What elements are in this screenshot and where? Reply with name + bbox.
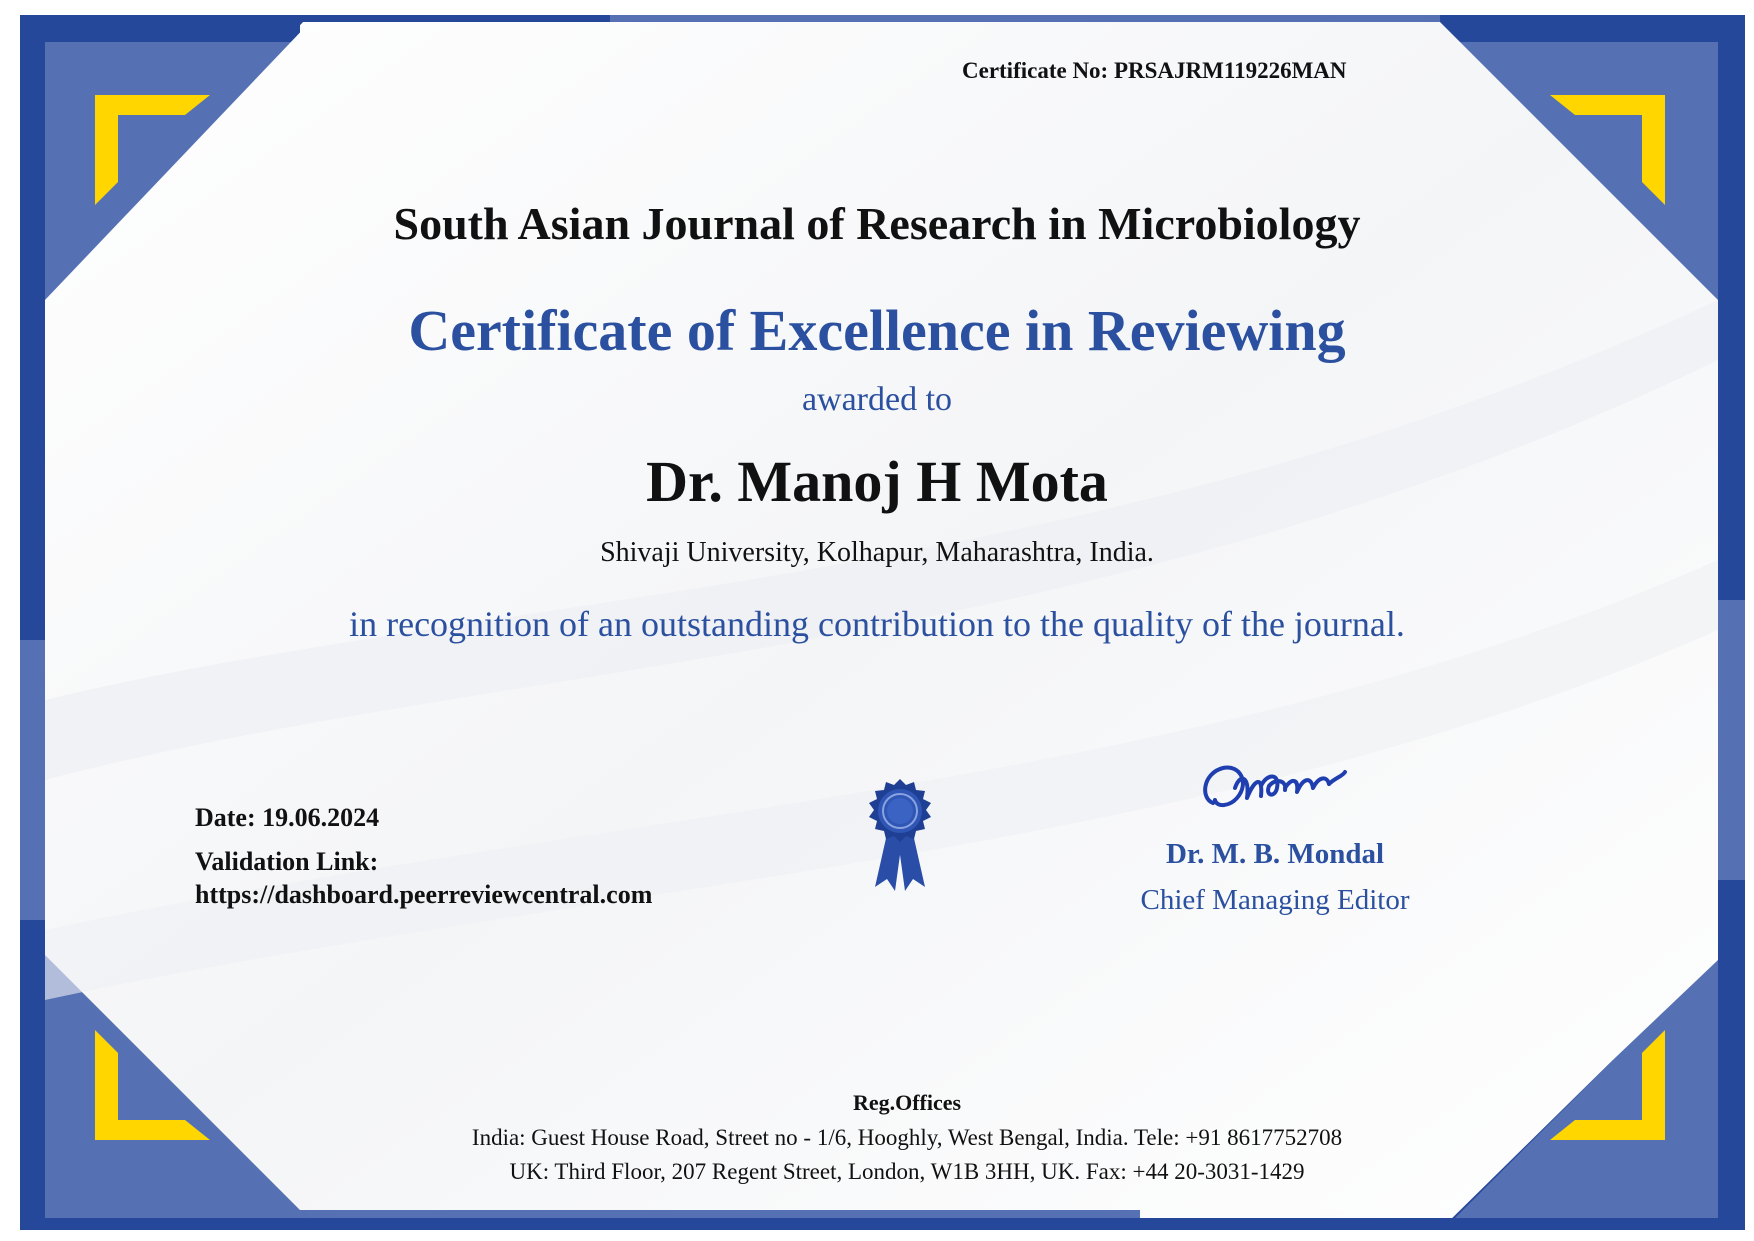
reg-offices-title: Reg.Offices [852, 1090, 962, 1115]
recognition-statement: in recognition of an outstanding contribution to the quality of the journal. [349, 604, 1405, 644]
award-ribbon-icon [865, 775, 935, 895]
issue-date: Date: 19.06.2024 [195, 803, 380, 832]
india-office-address: India: Guest House Road, Street no - 1/6, Hooghly, West Bengal, India. Tele: +91 8617752708 [471, 1125, 1343, 1150]
journal-name: South Asian Journal of Research in Microbiology [393, 198, 1361, 249]
uk-office-address: UK: Third Floor, 207 Regent Street, London, W1B 3HH, UK. Fax: +44 20-3031-1429 [509, 1159, 1305, 1184]
awardee-affiliation: Shivaji University, Kolhapur, Maharashtra, India. [600, 537, 1154, 568]
certificate-number: Certificate No: PRSAJRM119226MAN [962, 58, 1347, 83]
signature-image [1195, 758, 1355, 818]
certificate-title: Certificate of Excellence in Reviewing [408, 298, 1346, 363]
validation-label: Validation Link: [195, 847, 379, 876]
signatory-name: Dr. M. B. Mondal [1165, 838, 1385, 870]
awardee-name: Dr. Manoj H Mota [646, 449, 1108, 514]
awarded-to-label: awarded to [801, 381, 953, 418]
validation-link[interactable]: https://dashboard.peerreviewcentral.com [195, 880, 653, 909]
signatory-role: Chief Managing Editor [1140, 884, 1410, 916]
